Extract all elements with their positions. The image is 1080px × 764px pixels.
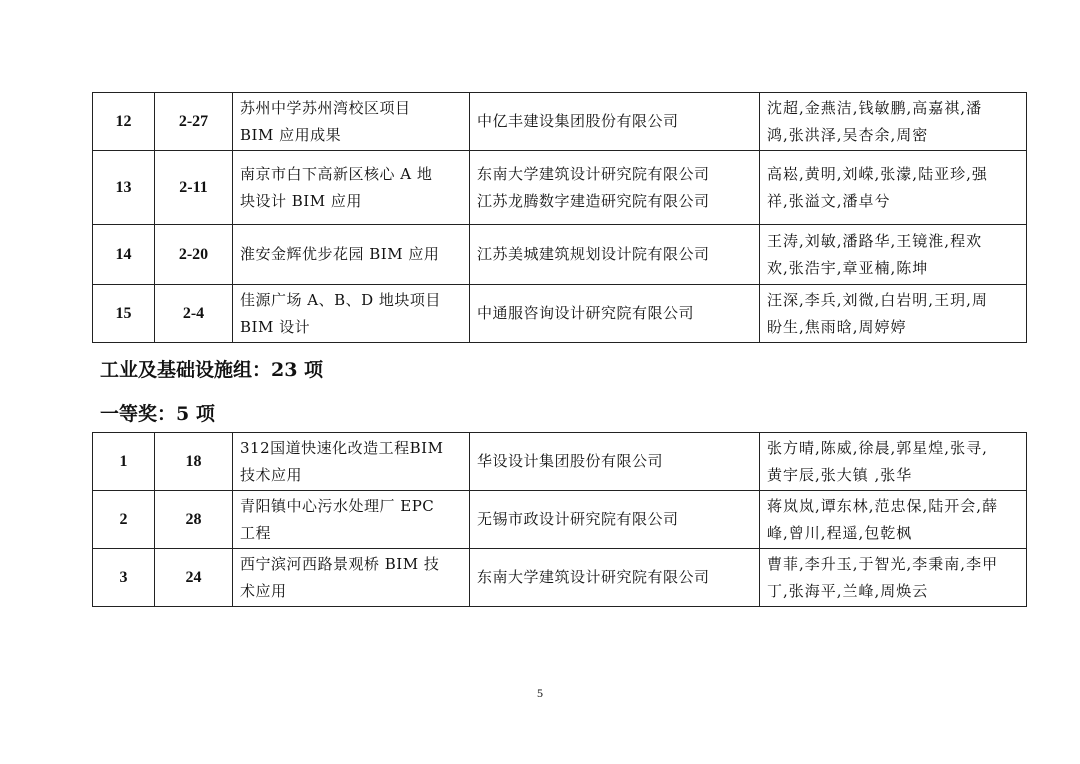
company-name: 东南大学建筑设计研究院有限公司 [470, 549, 760, 607]
team-members: 王涛,刘敏,潘路华,王镜淮,程欢 欢,张浩宇,章亚楠,陈坤 [760, 225, 1027, 285]
table-row [93, 151, 1027, 225]
project-name: 淮安金辉优步花园 BIM 应用 [233, 225, 470, 285]
award-table-infrastructure [92, 432, 1027, 607]
project-name: 苏州中学苏州湾校区项目 BIM 应用成果 [233, 93, 470, 151]
team-members: 汪深,李兵,刘微,白岩明,王玥,周 盼生,焦雨晗,周婷婷 [760, 285, 1027, 343]
row-number: 12 [93, 93, 155, 151]
table-row [93, 491, 1027, 549]
project-code: 28 [155, 491, 233, 549]
row-number: 2 [93, 491, 155, 549]
project-code: 2-4 [155, 285, 233, 343]
company-name: 华设设计集团股份有限公司 [470, 433, 760, 491]
company-name: 无锡市政设计研究院有限公司 [470, 491, 760, 549]
team-members: 曹菲,李升玉,于智光,李秉南,李甲 丁,张海平,兰峰,周焕云 [760, 549, 1027, 607]
table-row [93, 549, 1027, 607]
company-name: 江苏美城建筑规划设计院有限公司 [470, 225, 760, 285]
award-table-architecture [92, 92, 1027, 343]
project-code: 2-20 [155, 225, 233, 285]
company-name: 东南大学建筑设计研究院有限公司 江苏龙腾数字建造研究院有限公司 [470, 151, 760, 225]
project-code: 24 [155, 549, 233, 607]
company-name: 中亿丰建设集团股份有限公司 [470, 93, 760, 151]
award-heading: 一等奖：5 项 [100, 403, 215, 425]
table-row [93, 225, 1027, 285]
project-name: 青阳镇中心污水处理厂 EPC 工程 [233, 491, 470, 549]
team-members: 蒋岚岚,谭东林,范忠保,陆开会,薛 峰,曾川,程遥,包乾枫 [760, 491, 1027, 549]
team-members: 高崧,黄明,刘嵘,张濛,陆亚珍,强 祥,张溢文,潘卓兮 [760, 151, 1027, 225]
company-name: 中通服咨询设计研究院有限公司 [470, 285, 760, 343]
section-heading: 工业及基础设施组：23 项 [100, 359, 324, 381]
project-name: 佳源广场 A、B、D 地块项目 BIM 设计 [233, 285, 470, 343]
project-code: 2-27 [155, 93, 233, 151]
project-name: 南京市白下高新区核心 A 地 块设计 BIM 应用 [233, 151, 470, 225]
project-name: 西宁滨河西路景观桥 BIM 技 术应用 [233, 549, 470, 607]
row-number: 15 [93, 285, 155, 343]
project-name: 312国道快速化改造工程BIM 技术应用 [233, 433, 470, 491]
table-row [93, 93, 1027, 151]
row-number: 3 [93, 549, 155, 607]
table-row [93, 285, 1027, 343]
team-members: 沈超,金燕洁,钱敏鹏,高嘉祺,潘 鸿,张洪泽,吴杏余,周密 [760, 93, 1027, 151]
page-number: 5 [537, 686, 543, 700]
table-row [93, 433, 1027, 491]
project-code: 18 [155, 433, 233, 491]
row-number: 13 [93, 151, 155, 225]
team-members: 张方晴,陈威,徐晨,郭星煌,张寻, 黄宇辰,张大镇 ,张华 [760, 433, 1027, 491]
project-code: 2-11 [155, 151, 233, 225]
row-number: 1 [93, 433, 155, 491]
row-number: 14 [93, 225, 155, 285]
